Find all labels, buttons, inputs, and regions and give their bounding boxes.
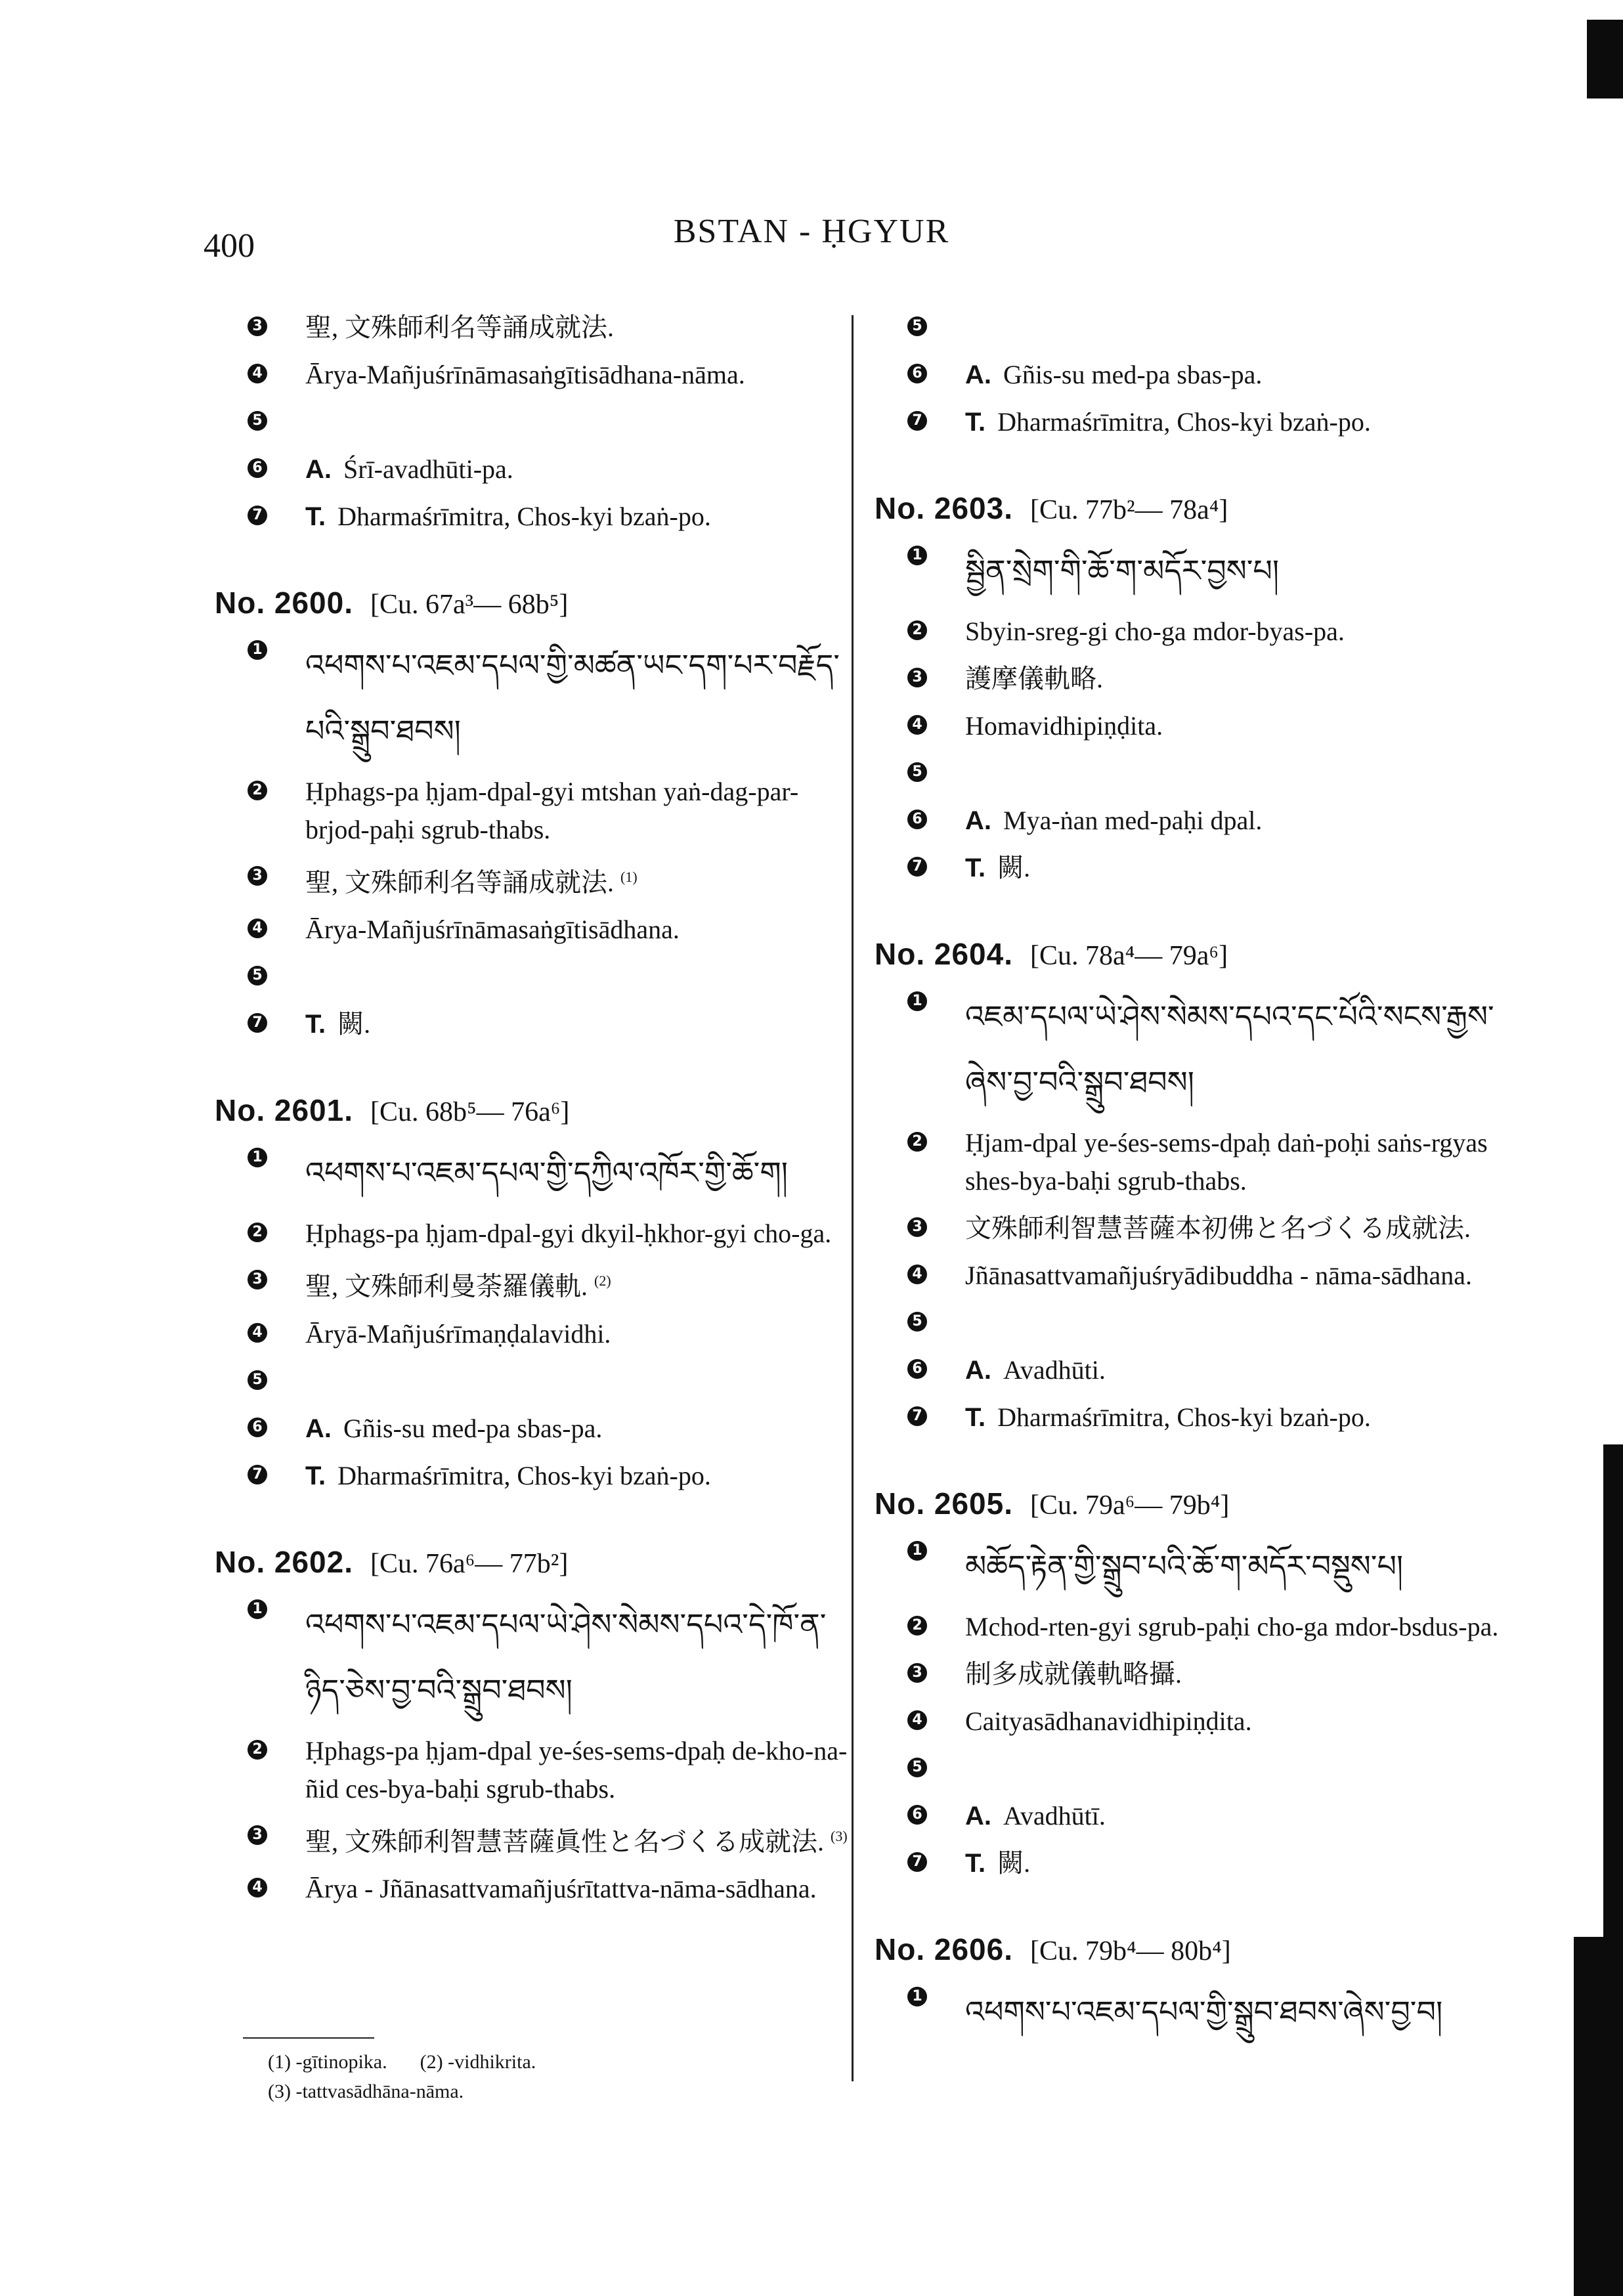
entry-line bbox=[207, 1817, 850, 1861]
entry-line bbox=[207, 911, 850, 949]
line-text: Ḥjam-dpal ye-śes-sems-dpaḥ daṅ-poḥi saṅs-rgyas shes-bya-baḥi sgrub-thabs. bbox=[965, 1128, 1488, 1196]
field-label: T. bbox=[965, 1849, 986, 1878]
field-label: T. bbox=[965, 408, 986, 437]
page-number: 400 bbox=[204, 227, 255, 265]
entry-line bbox=[207, 1005, 850, 1043]
circled-number-marker: 5 bbox=[907, 762, 927, 782]
entry-header bbox=[875, 490, 1523, 526]
line-text: Dharmaśrīmitra, Chos-kyi bzaṅ-po. bbox=[337, 502, 711, 531]
circled-number-marker: 7 bbox=[907, 411, 927, 431]
circled-number-marker: 3 bbox=[907, 1217, 927, 1237]
footnotes bbox=[268, 2047, 569, 2106]
right-column bbox=[867, 309, 1523, 2094]
circled-number-marker: 2 bbox=[248, 1223, 267, 1242]
entry bbox=[867, 1486, 1523, 1882]
field-label: A. bbox=[965, 1802, 991, 1830]
entry-line bbox=[207, 403, 850, 441]
left-column bbox=[207, 309, 850, 1957]
line-text: Ḥphags-pa ḥjam-dpal ye-śes-sems-dpaḥ de-kho-na-ñid ces-bya-baḥi sgrub-thabs. bbox=[305, 1735, 848, 1804]
entry-line bbox=[867, 1533, 1523, 1599]
line-text: Jñānasattvamañjuśryādibuddha - nāma-sādhana. bbox=[965, 1261, 1472, 1290]
circled-number-marker: 5 bbox=[907, 1312, 927, 1332]
field-label: T. bbox=[305, 1461, 326, 1490]
circled-number-marker: 6 bbox=[248, 458, 267, 478]
entry-line bbox=[867, 1124, 1523, 1200]
entry-line bbox=[207, 1410, 850, 1448]
tibetan-title: འཕགས་པ་འཇམ་དཔལ་གྱི་དཀྱིལ་འཁོར་གྱི་ཆོ་ག། bbox=[305, 1155, 788, 1191]
circled-number-marker: 5 bbox=[907, 1758, 927, 1777]
line-text: Sbyin-sreg-gi cho-ga mdor-byas-pa. bbox=[965, 617, 1345, 646]
field-label: T. bbox=[965, 1403, 986, 1432]
entry-line bbox=[867, 1797, 1523, 1835]
entry-line bbox=[867, 403, 1523, 441]
line-text: 護摩儀軌略. bbox=[965, 664, 1103, 693]
field-label: A. bbox=[965, 1356, 991, 1385]
line-text: Ārya-Mañjuśrīnāmasaṅgītisādhana. bbox=[305, 915, 680, 945]
footnote-2: (2) -vidhikrita. bbox=[420, 2051, 536, 2073]
entry-number: No. 2601. bbox=[215, 1093, 353, 1128]
circled-number-marker: 3 bbox=[248, 316, 267, 336]
circled-number-marker: 7 bbox=[248, 1465, 267, 1484]
entry-line bbox=[867, 849, 1523, 887]
entry-line bbox=[867, 984, 1523, 1115]
circled-number-marker: 4 bbox=[907, 1265, 927, 1284]
entry-line bbox=[867, 1398, 1523, 1437]
entry-line bbox=[867, 660, 1523, 698]
line-text: Avadhūtī. bbox=[1003, 1801, 1106, 1830]
circled-number-marker: 2 bbox=[248, 1740, 267, 1760]
field-label: A. bbox=[305, 1414, 332, 1443]
entry-line bbox=[207, 1262, 850, 1305]
entry-line bbox=[867, 1209, 1523, 1247]
tibetan-title: སྦྱིན་སྲེག་གི་ཆོ་ག་མདོར་བྱས་པ། bbox=[965, 553, 1280, 588]
footnote-1: (1) -gītinopika. bbox=[268, 2051, 387, 2073]
entry-line bbox=[867, 707, 1523, 745]
entry-header bbox=[215, 585, 850, 620]
circled-number-marker: 4 bbox=[907, 715, 927, 735]
cu-reference: [Cu. 79b⁴— 80b⁴] bbox=[1030, 1936, 1231, 1966]
line-text: Ārya - Jñānasattvamañjuśrītattva-nāma-sādhana. bbox=[305, 1873, 817, 1903]
entry-line bbox=[207, 858, 850, 901]
line-text: Dharmaśrīmitra, Chos-kyi bzaṅ-po. bbox=[997, 407, 1371, 437]
field-label: A. bbox=[305, 455, 332, 484]
line-text: Avadhūti. bbox=[1003, 1355, 1106, 1385]
cu-reference: [Cu. 77b²— 78a⁴] bbox=[1030, 495, 1228, 525]
entry-line bbox=[867, 1351, 1523, 1389]
entry-line bbox=[867, 356, 1523, 394]
line-text: 闕. bbox=[997, 1848, 1031, 1878]
entry-number: No. 2606. bbox=[875, 1932, 1013, 1966]
circled-number-marker: 1 bbox=[907, 1541, 927, 1561]
field-label: T. bbox=[305, 1010, 326, 1039]
circled-number-marker: 1 bbox=[907, 546, 927, 565]
entry-line bbox=[207, 1140, 850, 1205]
page-edge-shadow bbox=[1587, 20, 1623, 98]
entry-line bbox=[867, 1608, 1523, 1646]
line-text: Homavidhipiṇḍita. bbox=[965, 711, 1163, 741]
line-text: 闕. bbox=[337, 1009, 371, 1039]
entry-line bbox=[207, 1215, 850, 1253]
tibetan-title: འཇམ་དཔལ་ཡེ་ཤེས་སེམས་དཔའ་དང་པོའི་སངས་རྒྱས་ཞེས་བྱ་བའི་སྒྲུབ་ཐབས། bbox=[965, 999, 1494, 1100]
circled-number-marker: 6 bbox=[907, 810, 927, 829]
circled-number-marker: 5 bbox=[907, 316, 927, 336]
circled-number-marker: 5 bbox=[248, 966, 267, 986]
entry-line bbox=[207, 1732, 850, 1808]
entry-number: No. 2600. bbox=[215, 586, 353, 620]
line-text: Ḥphags-pa ḥjam-dpal-gyi dkyil-ḥkhor-gyi cho-ga. bbox=[305, 1219, 832, 1249]
circled-number-marker: 3 bbox=[248, 1270, 267, 1289]
entry-line bbox=[867, 613, 1523, 651]
entry-number: No. 2604. bbox=[875, 937, 1013, 971]
circled-number-marker: 1 bbox=[907, 1987, 927, 2006]
entry-line bbox=[207, 1870, 850, 1908]
entry-line bbox=[867, 1304, 1523, 1342]
entry bbox=[867, 1932, 1523, 2045]
circled-number-marker: 7 bbox=[907, 857, 927, 877]
circled-number-marker: 6 bbox=[907, 364, 927, 383]
tibetan-title: འཕགས་པ་འཇམ་དཔལ་གྱི་མཚན་ཡང་དག་པར་བརྗོད་པའི་སྒྲུབ་ཐབས། bbox=[305, 647, 840, 748]
running-head: BSTAN - ḤGYUR bbox=[673, 213, 950, 250]
entry-line bbox=[207, 1457, 850, 1495]
entry-line bbox=[867, 1844, 1523, 1882]
circled-number-marker: 3 bbox=[248, 866, 267, 886]
footnote-3: (3) -tattvasādhāna-nāma. bbox=[268, 2081, 464, 2102]
line-text: Ḥphags-pa ḥjam-dpal-gyi mtshan yaṅ-dag-par-brjod-paḥi sgrub-thabs. bbox=[305, 777, 799, 844]
circled-number-marker: 1 bbox=[907, 991, 927, 1011]
circled-number-marker: 7 bbox=[907, 1406, 927, 1426]
line-text: 闕. bbox=[997, 853, 1031, 882]
line-text: Gñis-su med-pa sbas-pa. bbox=[1003, 360, 1263, 389]
entry-line bbox=[867, 1655, 1523, 1693]
line-text: Mya-ṅan med-paḥi dpal. bbox=[1003, 806, 1263, 835]
entry-number: No. 2602. bbox=[215, 1544, 353, 1579]
entry-header bbox=[875, 1486, 1523, 1521]
entry-line bbox=[207, 498, 850, 536]
entry-line bbox=[207, 309, 850, 347]
cu-reference: [Cu. 78a⁴— 79a⁶] bbox=[1030, 941, 1228, 971]
circled-number-marker: 2 bbox=[248, 781, 267, 800]
entry-number: No. 2605. bbox=[875, 1486, 1013, 1521]
entry-line bbox=[207, 1315, 850, 1353]
column-divider bbox=[852, 315, 854, 2081]
entry bbox=[207, 1093, 850, 1494]
entry bbox=[207, 1544, 850, 1908]
cu-reference: [Cu. 76a⁶— 77b²] bbox=[370, 1548, 569, 1579]
circled-number-marker: 1 bbox=[248, 640, 267, 660]
line-text: 聖, 文殊師利曼荼羅儀軌. bbox=[305, 1271, 588, 1301]
circled-number-marker: 6 bbox=[907, 1359, 927, 1379]
entry bbox=[867, 490, 1523, 887]
entry-header bbox=[215, 1093, 850, 1128]
tibetan-title: འཕགས་པ་འཇམ་དཔལ་གྱི་སྒྲུབ་ཐབས་ཞེས་བྱ་བ། bbox=[965, 1994, 1443, 2029]
circled-number-marker: 4 bbox=[248, 1878, 267, 1897]
entry-header bbox=[215, 1544, 850, 1580]
circled-number-marker: 7 bbox=[907, 1852, 927, 1872]
line-text: Ārya-Mañjuśrīnāmasaṅgītisādhana-nāma. bbox=[305, 360, 745, 389]
entry-line bbox=[867, 1702, 1523, 1741]
circled-number-marker: 7 bbox=[248, 506, 267, 525]
circled-number-marker: 3 bbox=[248, 1825, 267, 1845]
line-text: Caityasādhanavidhipiṇḍita. bbox=[965, 1706, 1252, 1736]
circled-number-marker: 3 bbox=[907, 1663, 927, 1683]
circled-number-marker: 5 bbox=[248, 411, 267, 431]
entry bbox=[207, 309, 850, 536]
line-text: 聖, 文殊師利名等誦成就法. bbox=[305, 313, 614, 342]
tibetan-title: འཕགས་པ་འཇམ་དཔལ་ཡེ་ཤེས་སེམས་དཔའ་དེ་ཁོ་ན་ཉིད་ཅེས་བྱ་བའི་སྒྲུབ་ཐབས། bbox=[305, 1606, 827, 1708]
circled-number-marker: 6 bbox=[907, 1805, 927, 1825]
line-text: Āryā-Mañjuśrīmaṇḍalavidhi. bbox=[305, 1318, 611, 1349]
field-label: T. bbox=[965, 854, 986, 882]
entry-line bbox=[867, 754, 1523, 792]
footnote-rule bbox=[243, 2037, 374, 2039]
entry-line bbox=[867, 1257, 1523, 1295]
entry-line bbox=[207, 1592, 850, 1723]
line-text: Gñis-su med-pa sbas-pa. bbox=[343, 1413, 603, 1443]
circled-number-marker: 2 bbox=[907, 1132, 927, 1152]
entry bbox=[867, 936, 1523, 1437]
cu-reference: [Cu. 68b⁵— 76a⁶] bbox=[370, 1097, 570, 1128]
entry-line bbox=[867, 802, 1523, 840]
circled-number-marker: 5 bbox=[248, 1370, 267, 1390]
entry-line bbox=[867, 1979, 1523, 2045]
field-label: T. bbox=[305, 502, 326, 531]
line-text: 聖, 文殊師利名等誦成就法. bbox=[305, 867, 614, 898]
entry bbox=[207, 585, 850, 1043]
cu-reference: [Cu. 79a⁶— 79b⁴] bbox=[1030, 1490, 1230, 1521]
circled-number-marker: 3 bbox=[907, 668, 927, 687]
circled-number-marker: 2 bbox=[907, 620, 927, 640]
circled-number-marker: 1 bbox=[248, 1599, 267, 1619]
tibetan-title: མཆོད་རྟེན་གྱི་སྒྲུབ་པའི་ཆོ་ག་མདོར་བསྡུས་པ། bbox=[965, 1548, 1404, 1584]
line-text: Mchod-rten-gyi sgrub-paḥi cho-ga mdor-bsdus-pa. bbox=[965, 1612, 1499, 1641]
entry-line bbox=[207, 356, 850, 394]
footnote-ref: (1) bbox=[620, 869, 638, 885]
entry-header bbox=[875, 1932, 1523, 1967]
field-label: A. bbox=[965, 806, 991, 835]
entry-line bbox=[867, 309, 1523, 347]
circled-number-marker: 4 bbox=[248, 364, 267, 383]
footnote-ref: (3) bbox=[831, 1827, 848, 1844]
page-edge-shadow bbox=[1574, 1937, 1623, 2296]
entry-line bbox=[867, 1750, 1523, 1788]
line-text: 文殊師利智慧菩薩本初佛と名づくる成就法. bbox=[965, 1213, 1471, 1243]
entry-line bbox=[207, 773, 850, 849]
circled-number-marker: 4 bbox=[907, 1710, 927, 1730]
entry-line bbox=[867, 538, 1523, 603]
line-text: 制多成就儀軌略攝. bbox=[965, 1659, 1182, 1689]
entry-line bbox=[207, 450, 850, 488]
cu-reference: [Cu. 67a³— 68b⁵] bbox=[370, 590, 569, 620]
entry-line bbox=[207, 1362, 850, 1400]
line-text: Śrī-avadhūti-pa. bbox=[343, 454, 513, 484]
footnote-ref: (2) bbox=[594, 1272, 611, 1289]
circled-number-marker: 1 bbox=[248, 1148, 267, 1167]
line-text: 聖, 文殊師利智慧菩薩眞性と名づくる成就法. bbox=[305, 1826, 824, 1856]
circled-number-marker: 4 bbox=[248, 1323, 267, 1343]
field-label: A. bbox=[965, 360, 991, 389]
line-text: Dharmaśrīmitra, Chos-kyi bzaṅ-po. bbox=[997, 1402, 1371, 1432]
circled-number-marker: 2 bbox=[907, 1616, 927, 1635]
entry-number: No. 2603. bbox=[875, 491, 1013, 525]
circled-number-marker: 4 bbox=[248, 919, 267, 938]
entry-line bbox=[207, 632, 850, 764]
line-text: Dharmaśrīmitra, Chos-kyi bzaṅ-po. bbox=[337, 1460, 711, 1490]
circled-number-marker: 7 bbox=[248, 1013, 267, 1033]
circled-number-marker: 6 bbox=[248, 1418, 267, 1437]
entry bbox=[867, 309, 1523, 441]
entry-line bbox=[207, 958, 850, 996]
entry-header bbox=[875, 936, 1523, 972]
